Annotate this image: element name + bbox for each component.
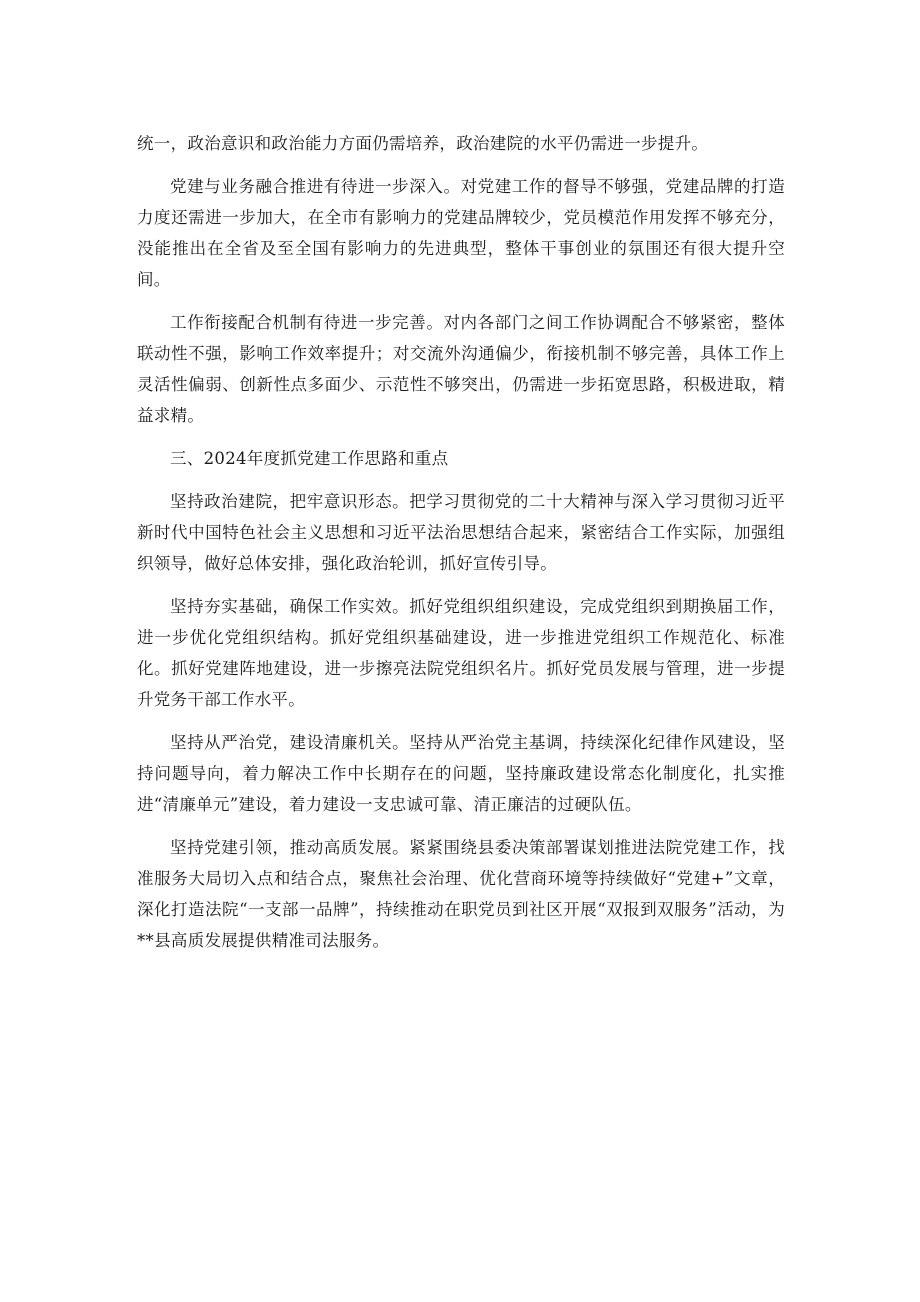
paragraph-text: 抓好党组织组织建设，完成党组织到期换届工作，进一步优化党组织结构。抓好党组织基础建设，进一步推进党组织工作规范化、标准化。抓好党建阵地建设，进一步擦亮法院党组织名片。抓好党员发展与管理，进一步提升党务干部工作水平。 <box>137 597 785 709</box>
paragraph-lead: 工作衔接配合机制有待进一步完善。 <box>170 313 444 332</box>
paragraph-party-business-integration <box>137 171 785 295</box>
paragraph-continuation <box>137 128 785 159</box>
paragraph-lead: 党建与业务融合推进有待进一步深入。 <box>170 177 461 196</box>
paragraph-party-leadership <box>137 832 785 956</box>
paragraph-strict-governance <box>137 727 785 820</box>
section-heading: 三、2024年度抓党建工作思路和重点 <box>170 449 449 468</box>
paragraph-text: 对党建工作的督导不够强，党建品牌的打造力度还需进一步加大，在全市有影响力的党建品牌较少，党员模范作用发挥不够充分，没能推出在全省及至全国有影响力的先进典型，整体干事创业的氛围还有很大提升空间。 <box>137 177 786 289</box>
paragraph-lead: 坚持夯实基础，确保工作实效。 <box>170 597 410 616</box>
paragraph-lead: 坚持党建引领，推动高质发展。 <box>170 838 410 857</box>
paragraph-text: 紧紧围绕县委决策部署谋划推进法院党建工作，找准服务大局切入点和结合点，聚焦社会治理、优化营商环境等持续做好“党建+”文章，深化打造法院“一支部一品牌”，持续推动在职党员到社区开展“双报到双服务”活动，为**县高质发展提供精准司法服务。 <box>137 838 785 950</box>
paragraph-text: 把学习贯彻党的二十大精神与深入学习贯彻习近平新时代中国特色社会主义思想和习近平法治思想结合起来，紧密结合工作实际，加强组织领导，做好总体安排，强化政治轮训，抓好宣传引导。 <box>137 492 785 573</box>
paragraph-coordination-mechanism <box>137 307 785 431</box>
document-page <box>137 128 785 968</box>
paragraph-text: 统一，政治意识和政治能力方面仍需培养，政治建院的水平仍需进一步提升。 <box>137 134 709 153</box>
paragraph-text: 坚持从严治党主基调，持续深化纪律作风建设，坚持问题导向，着力解决工作中长期存在的问题，坚持廉政建设常态化制度化，扎实推进“清廉单元”建设，着力建设一支忠诚可靠、清正廉洁的过硬队伍。 <box>137 733 785 814</box>
paragraph-solid-foundation <box>137 591 785 715</box>
paragraph-political-court <box>137 486 785 579</box>
paragraph-text: 对内各部门之间工作协调配合不够紧密，整体联动性不强，影响工作效率提升；对交流外沟通偏少，衔接机制不够完善，具体工作上灵活性偏弱、创新性点多面少、示范性不够突出，仍需进一步拓宽思路，积极进取，精益求精。 <box>137 313 785 425</box>
paragraph-lead: 坚持从严治党，建设清廉机关。 <box>170 733 410 752</box>
paragraph-lead: 坚持政治建院，把牢意识形态。 <box>170 492 410 511</box>
